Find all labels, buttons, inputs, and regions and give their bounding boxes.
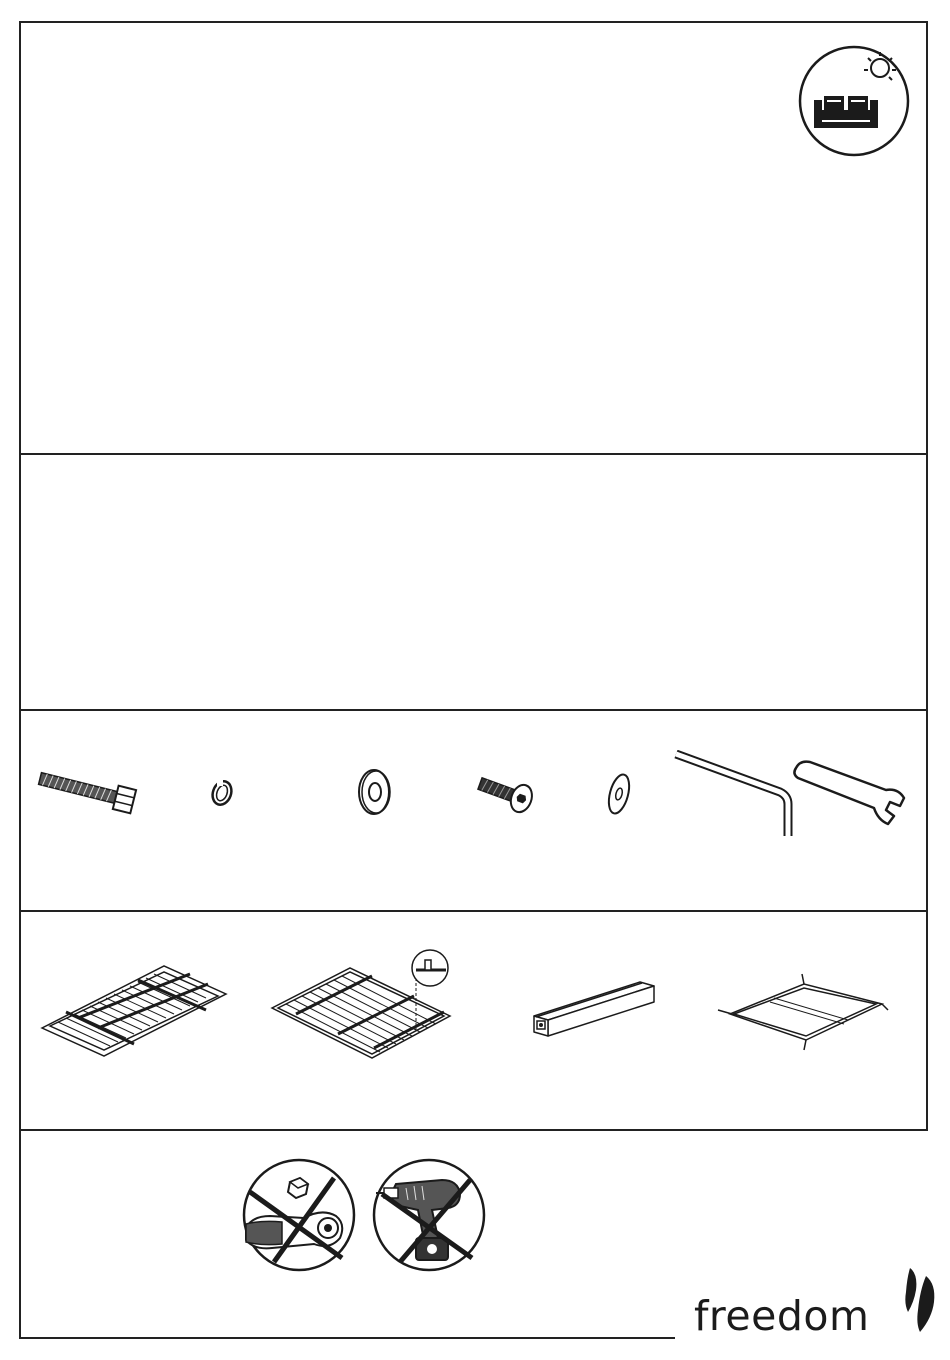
frame-left (19, 21, 21, 1338)
outdoor-sofa-icon (796, 44, 912, 158)
slatted-panel-icon (38, 958, 230, 1060)
square-leg-icon (528, 976, 660, 1042)
webbing-frame-icon (714, 966, 890, 1054)
brand-name: freedom (694, 1292, 870, 1340)
divider-2 (19, 709, 928, 711)
frame-right (926, 21, 928, 1131)
spanner-icon (790, 758, 914, 830)
divider-3 (19, 910, 928, 912)
spring-washer-icon (205, 776, 239, 810)
divider-4 (19, 1129, 928, 1131)
frame-bottom (19, 1337, 675, 1339)
no-power-drill-icon (372, 1158, 486, 1272)
divider-1 (19, 453, 928, 455)
brand-logo (694, 1290, 944, 1354)
no-ratchet-icon (242, 1158, 356, 1272)
small-washer-icon (604, 770, 634, 818)
flat-washer-icon (354, 766, 394, 818)
frame-top (19, 21, 928, 23)
slatted-base-icon (268, 948, 454, 1068)
brand-mark-icon (904, 1266, 940, 1334)
hex-socket-bolt-icon (474, 770, 538, 818)
allen-key-icon (672, 750, 800, 842)
bolt-icon (34, 763, 146, 823)
